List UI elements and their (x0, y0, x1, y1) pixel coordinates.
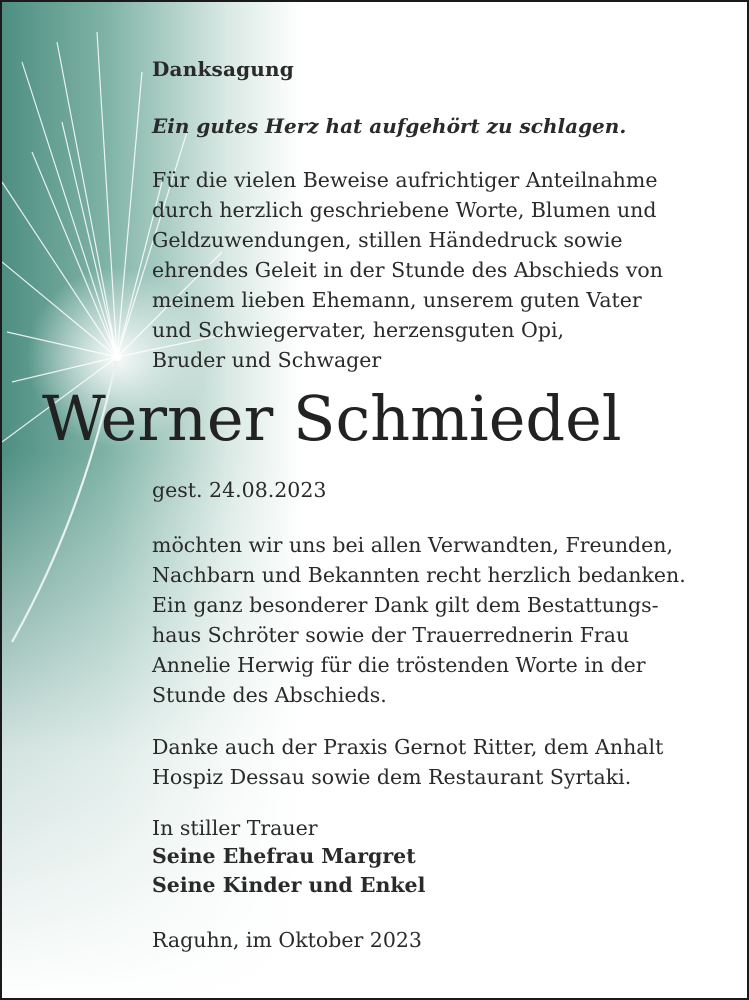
signer-spouse: Seine Ehefrau Margret (152, 844, 416, 868)
thanks-paragraph-3: Danke auch der Praxis Gernot Ritter, dem Anhalt Hospiz Dessau sowie dem Restaurant Syrtaki. (152, 735, 664, 789)
place-date: Raguhn, im Oktober 2023 (152, 928, 422, 952)
notice-motto: Ein gutes Herz hat aufgehört zu schlagen. (152, 114, 627, 138)
mourning-lead: In stiller Trauer (152, 816, 318, 840)
obituary-content (2, 2, 749, 1000)
notice-heading: Danksagung (152, 57, 294, 81)
signer-family: Seine Kinder und Enkel (152, 873, 426, 897)
thanks-paragraph-1: Für die vielen Beweise aufrichtiger Anteilnahme durch herzlich geschriebene Worte, Blumen und Geldzuwendungen, stillen Händedruck sowie ehrendes Geleit in der Stunde des Abschieds von meinem lieben Ehemann, unserem guten Vater und Schwiegervater, herzensguten Opi, Bruder und Schwager (152, 168, 663, 372)
thanks-paragraph-2: möchten wir uns bei allen Verwandten, Freunden, Nachbarn und Bekannten recht herzlich bedanken. Ein ganz besonderer Dank gilt dem Bestattungs- haus Schröter sowie der Trauerrednerin Frau Annelie Herwig für die tröstenden Worte in der Stunde des Abschieds. (152, 533, 686, 707)
death-date: gest. 24.08.2023 (152, 478, 327, 502)
deceased-name: Werner Schmiedel (42, 382, 622, 455)
